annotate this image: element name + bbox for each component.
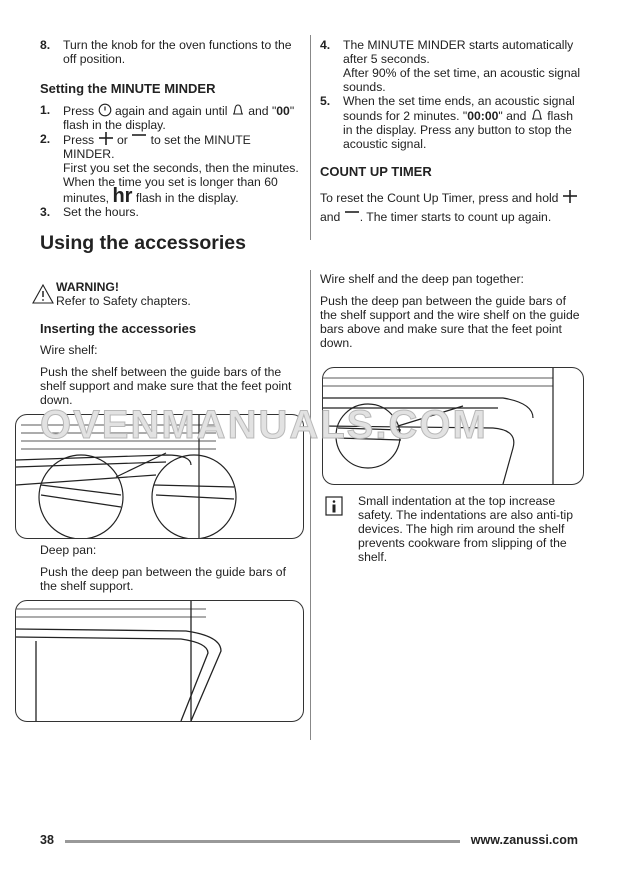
footer-rule	[65, 840, 460, 843]
watermark: OVENMANUALS.COM	[40, 403, 488, 447]
display-value: 00:00	[467, 109, 499, 123]
step-num: 3.	[40, 205, 51, 219]
plus-icon	[98, 132, 114, 146]
step-text: After 90% of the set time, an acoustic signal sounds.	[343, 66, 581, 94]
warning-text: Refer to Safety chapters.	[56, 294, 191, 308]
step-text: flash in the display.	[135, 191, 239, 205]
together-label: Wire shelf and the deep pan together:	[320, 272, 524, 286]
plus-icon	[562, 190, 578, 204]
step-2	[40, 132, 302, 205]
bell-icon	[231, 103, 245, 117]
step-text: Press	[63, 104, 95, 118]
count-up-heading: COUNT UP TIMER	[320, 164, 432, 179]
info-note	[325, 494, 585, 564]
count-up-text-part: . The timer starts to count up again.	[359, 210, 552, 224]
step-text: Press	[63, 133, 95, 147]
info-text: Small indentation at the top increase safety. The indentations are also anti-tip devices. The high rim around the shelf prevents cookware from slipping of the shelf.	[358, 494, 573, 564]
step-1	[40, 103, 302, 132]
hr-display-symbol: hr	[112, 185, 133, 207]
wire-label: Wire shelf:	[40, 343, 98, 357]
page-number: 38	[40, 833, 54, 847]
deep-pan-drawing	[16, 601, 303, 721]
step-num: 5.	[320, 94, 331, 108]
display-value: 00	[276, 104, 290, 118]
accessories-heading: Using the accessories	[40, 232, 246, 254]
count-up-text-part: and	[320, 210, 341, 224]
step-text: The MINUTE MINDER starts automatically after 5 seconds.	[343, 38, 574, 66]
column-divider	[310, 270, 311, 740]
warning-icon	[32, 284, 54, 304]
step-num: 2.	[40, 132, 51, 146]
step-4	[320, 38, 582, 94]
wire-text: Push the shelf between the guide bars of the shelf support and make sure that the feet point down.	[40, 365, 292, 407]
step-5	[320, 94, 582, 151]
column-divider	[310, 35, 311, 240]
warning-title: WARNING!	[56, 280, 119, 294]
step-num: 8.	[40, 38, 51, 52]
info-icon	[325, 496, 343, 516]
step-text: flash in the display. Press any button to stop the acoustic signal.	[343, 109, 573, 151]
step-text: Turn the knob for the oven functions to the off position.	[63, 38, 292, 66]
count-up-text-part: To reset the Count Up Timer, press and hold	[320, 191, 559, 205]
together-text: Push the deep pan between the guide bars of the shelf support and the wire shelf on the guide bars above and make sure that the feet point down.	[320, 294, 580, 350]
step-text: When the set time ends, an acoustic signal sounds for 2 minutes. "	[343, 94, 575, 123]
step-3	[40, 205, 302, 219]
pan-label: Deep pan:	[40, 543, 97, 557]
step-8	[40, 38, 302, 66]
left-lower-column	[40, 280, 302, 407]
step-text: or	[116, 133, 128, 147]
step-text: again and again until	[114, 104, 228, 118]
section-heading: Setting the MINUTE MINDER	[40, 81, 216, 96]
clock-icon	[98, 103, 112, 117]
left-top-column	[40, 38, 302, 219]
step-text: Set the hours.	[63, 205, 139, 219]
minus-icon	[131, 132, 147, 146]
count-up-text	[320, 189, 582, 227]
step-text: to set the MINUTE MINDER.	[63, 133, 251, 161]
step-text: " flash in the display.	[63, 104, 295, 132]
minus-icon	[344, 209, 360, 223]
step-num: 1.	[40, 103, 51, 117]
step-text: and "	[248, 104, 277, 118]
right-lower-column	[320, 272, 582, 350]
step-text: " and	[498, 109, 527, 123]
deep-pan-block	[40, 543, 302, 593]
step-num: 4.	[320, 38, 331, 52]
pan-text: Push the deep pan between the guide bars of the shelf support.	[40, 565, 286, 593]
bell-icon	[530, 108, 544, 122]
footer-url[interactable]: www.zanussi.com	[470, 833, 578, 847]
right-top-column	[320, 38, 582, 227]
deep-pan-illustration	[15, 600, 304, 722]
sub-heading: Inserting the accessories	[40, 321, 197, 336]
step-text: First you set the seconds, then the minutes. When the time you set is longer than 60 minutes,	[63, 161, 299, 205]
